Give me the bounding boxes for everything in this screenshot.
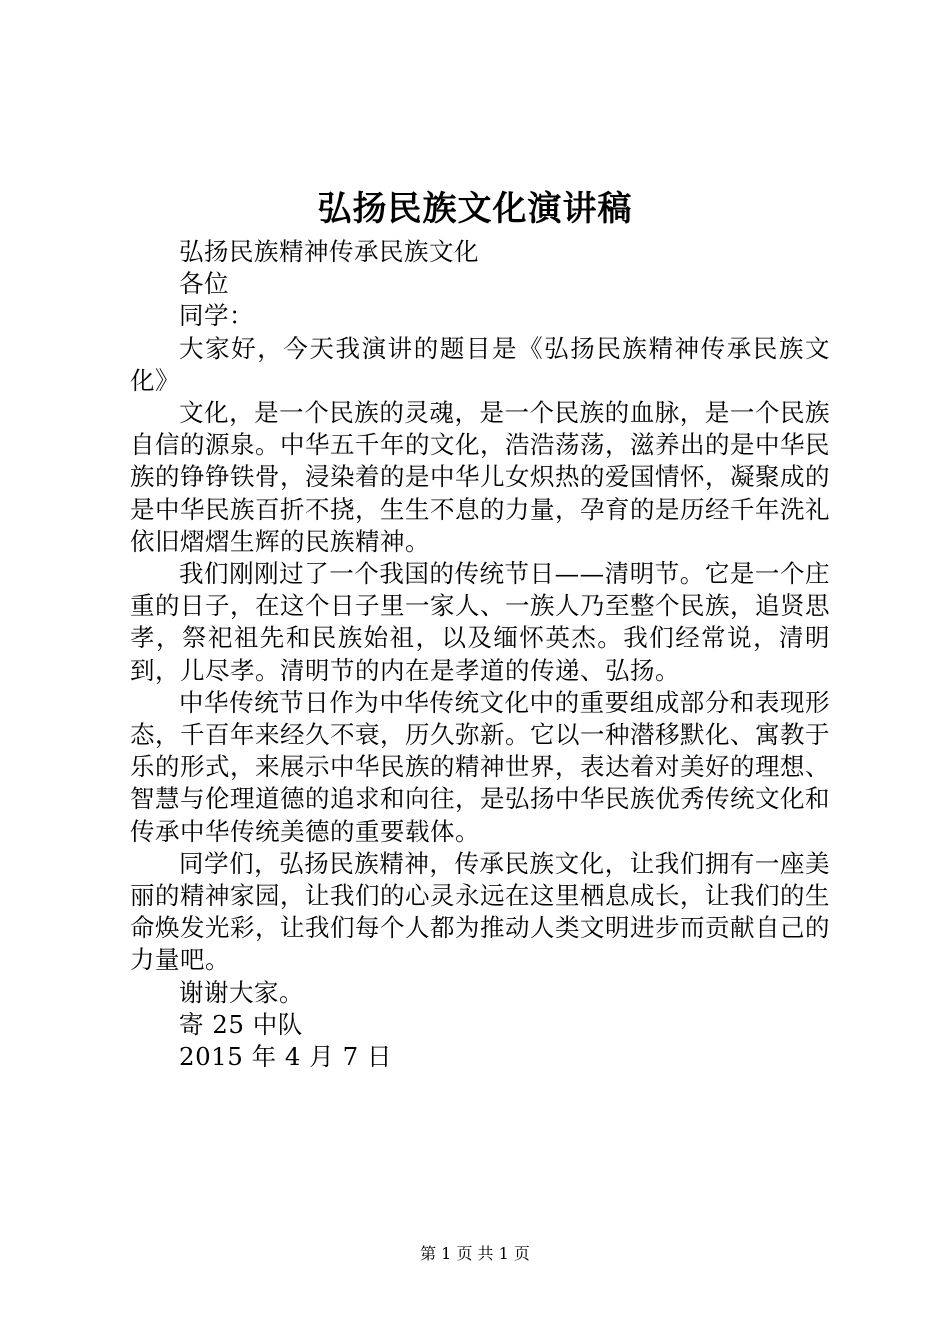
paragraph-festivals: 中华传统节日作为中华传统文化中的重要组成部分和表现形态，千百年来经久不衰，历久弥新。它以一种潜移默化、寓教于乐的形式，来展示中华民族的精神世界，表达着对美好的理想、智慧与伦理道德的追求和向往，是弘扬中华民族优秀传统文化和传承中华传统美德的重要载体。: [130, 687, 830, 846]
date: 2015 年 4 月 7 日: [179, 1042, 392, 1072]
paragraph-intro: 大家好，今天我演讲的题目是《弘扬民族精神传承民族文化》: [130, 333, 830, 395]
closing-thanks: 谢谢大家。: [179, 977, 304, 1007]
salutation-line-2: 同学：: [179, 301, 254, 331]
page-footer: 第 1 页 共 1 页: [420, 1244, 530, 1263]
document-body: [130, 236, 830, 1073]
salutation-line-1: 各位: [179, 269, 229, 299]
paragraph-culture: 文化，是一个民族的灵魂，是一个民族的血脉，是一个民族自信的源泉。中华五千年的文化，浩浩荡荡，滋养出的是中华民族的铮铮铁骨，浸染着的是中华儿女炽热的爱国情怀，凝聚成的是中华民族百折不挠，生生不息的力量，孕育的是历经千年洗礼依旧熠熠生辉的民族精神。: [130, 398, 830, 556]
paragraph-qingming: 我们刚刚过了一个我国的传统节日——清明节。它是一个庄重的日子，在这个日子里一家人、一族人乃至整个民族，追贤思孝，祭祀祖先和民族始祖，以及缅怀英杰。我们经常说，清明到，儿尽孝。清明节的内在是孝道的传递、弘扬。: [130, 559, 830, 685]
signature: 寄 25 中队: [179, 1009, 303, 1039]
subtitle: 弘扬民族精神传承民族文化: [179, 237, 479, 266]
document-title: 弘扬民族文化演讲稿: [317, 189, 633, 229]
paragraph-call-to-action: 同学们，弘扬民族精神，传承民族文化，让我们拥有一座美丽的精神家园，让我们的心灵永远在这里栖息成长，让我们的生命焕发光彩，让我们每个人都为推动人类文明进步而贡献自己的力量吧。: [130, 848, 830, 975]
